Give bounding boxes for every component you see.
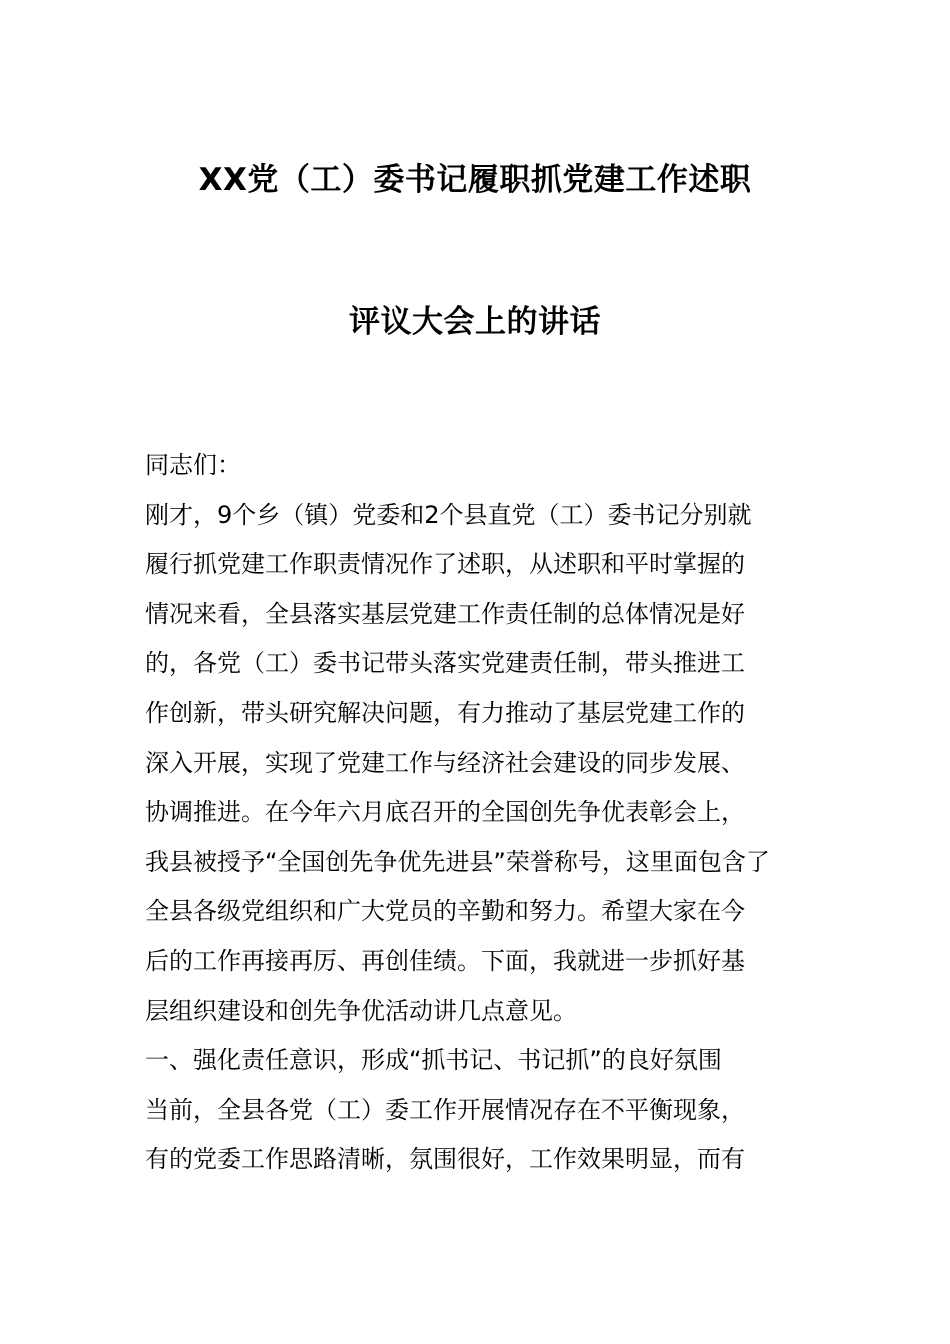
body-line: 刚才，9个乡（镇）党委和2个县直党（工）委书记分别就 [145,500,752,529]
body-line: 后的工作再接再厉、再创佳绩。下面，我就进一步抓好基 [145,946,745,975]
body-line: 当前，全县各党（工）委工作开展情况存在不平衡现象， [145,1095,745,1124]
body-line: 的，各党（工）委书记带头落实党建责任制，带头推进工 [145,649,745,678]
document-title-line-1: XX党（工）委书记履职抓党建工作述职 [198,162,752,198]
body-line: 履行抓党建工作职责情况作了述职，从述职和平时掌握的 [145,550,745,579]
body-line: 情况来看，全县落实基层党建工作责任制的总体情况是好 [145,599,745,628]
document-title-line-2: 评议大会上的讲话 [349,304,601,340]
body-line: 深入开展，实现了党建工作与经济社会建设的同步发展、 [145,748,745,777]
body-line: 我县被授予“全国创先争优先进县”荣誉称号，这里面包含了 [145,847,770,876]
document-body [145,441,810,1185]
body-line: 层组织建设和创先争优活动讲几点意见。 [145,996,577,1025]
salutation: 同志们： [145,451,241,479]
section-heading: 一、强化责任意识，形成“抓书记、书记抓”的良好氛围 [145,1046,722,1075]
body-line: 全县各级党组织和广大党员的辛勤和努力。希望大家在今 [145,897,745,926]
body-line: 协调推进。在今年六月底召开的全国创先争优表彰会上， [145,798,745,827]
body-line: 有的党委工作思路清晰，氛围很好，工作效果明显，而有 [145,1145,745,1174]
body-line: 作创新，带头研究解决问题，有力推动了基层党建工作的 [145,698,745,727]
